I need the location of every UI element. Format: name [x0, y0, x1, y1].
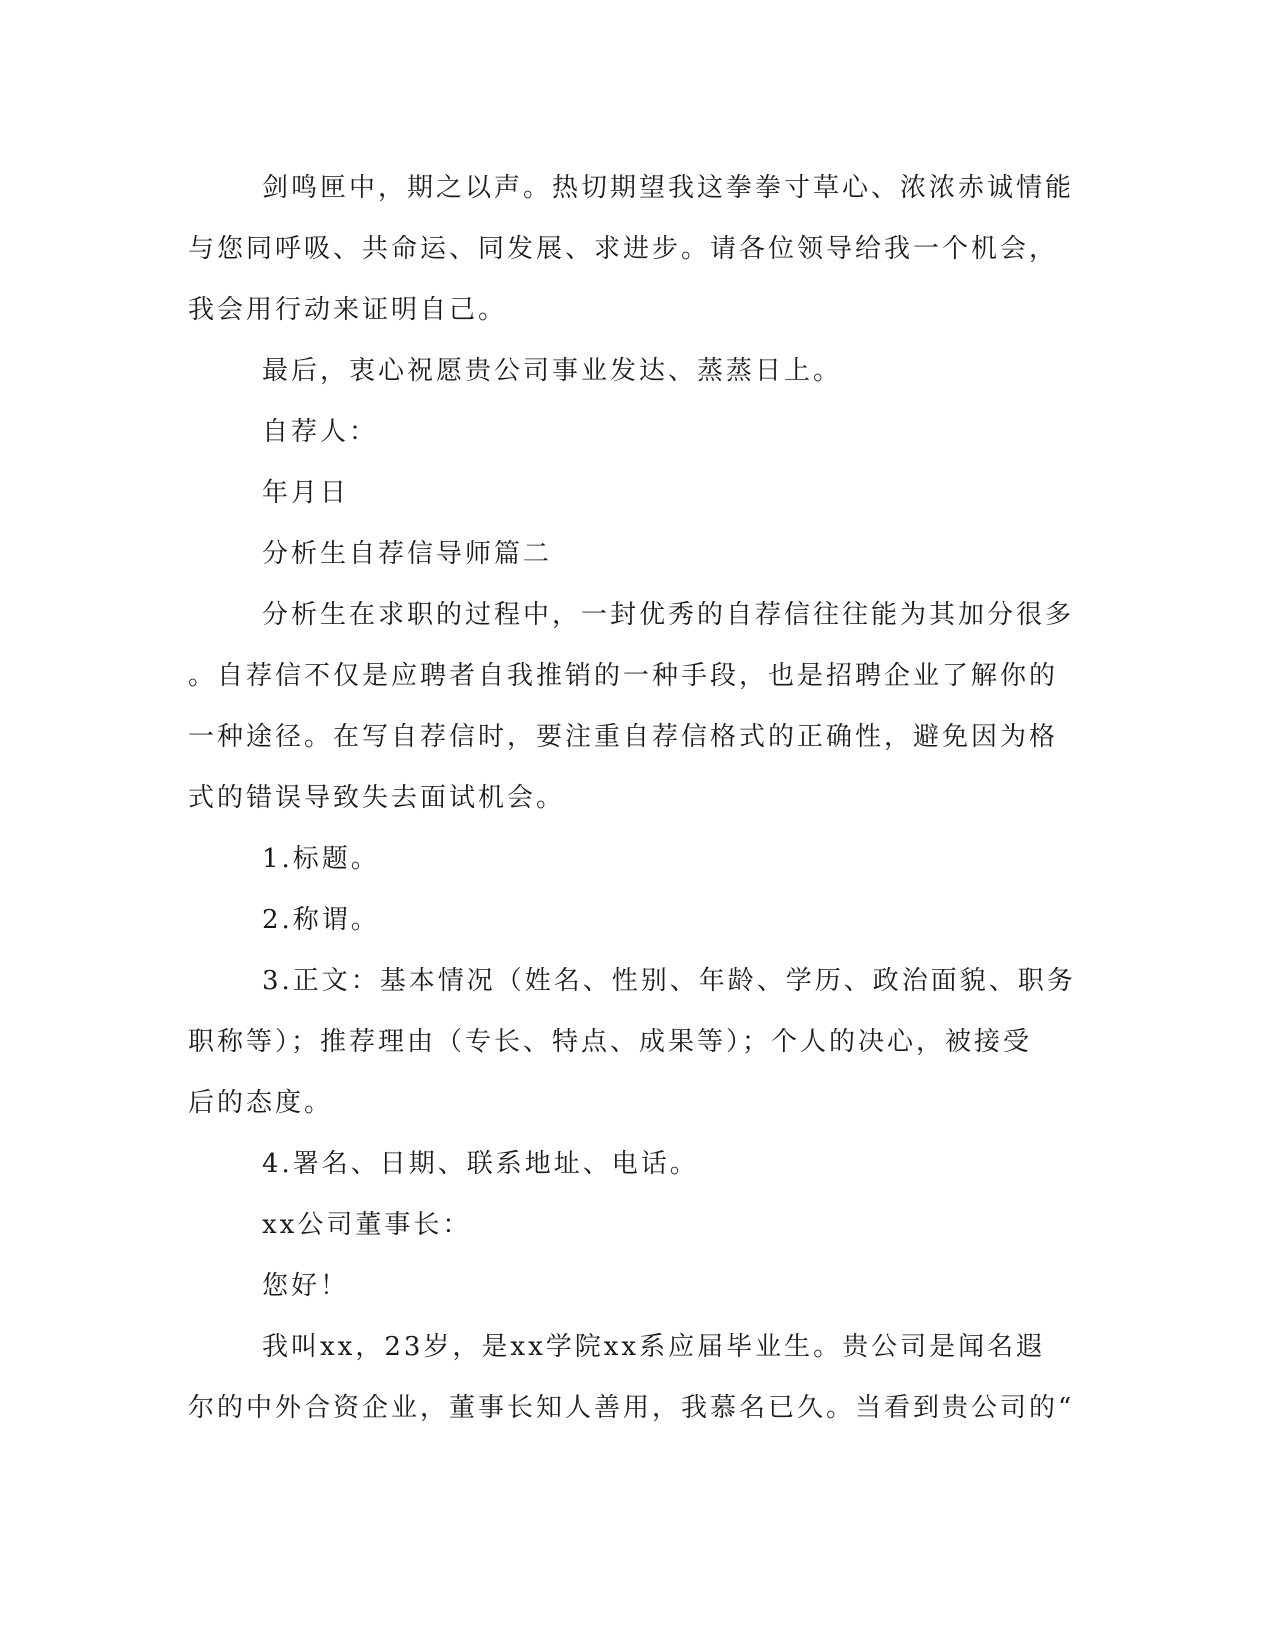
text-line: 式的错误导致失去面试机会。: [188, 783, 566, 813]
text-line: 职称等）；推荐理由（专长、特点、成果等）；个人的决心，被接受: [188, 1027, 1033, 1057]
text-line: 3.正文：基本情况（姓名、性别、年龄、学历、政治面貌、职务: [262, 966, 1076, 996]
list-item: [188, 829, 1074, 890]
paragraph: [188, 585, 1074, 829]
text-line: 尔的中外合资企业，董事长知人善用，我慕名已久。当看到贵公司的“: [188, 1393, 1075, 1423]
text-line: 我叫xx，23岁，是xx学院xx系应届毕业生。贵公司是闻名遐: [262, 1332, 1046, 1362]
text-line: 我会用行动来证明自己。: [188, 295, 508, 325]
paragraph: [188, 158, 1074, 341]
signature-label: [188, 402, 1074, 463]
list-item: [188, 890, 1074, 951]
text-line: 与您同呼吸、共命运、同发展、求进步。请各位领导给我一个机会，: [188, 234, 1059, 264]
text-line: 1.标题。: [262, 844, 380, 874]
paragraph: [188, 341, 1074, 402]
text-line: 4.署名、日期、联系地址、电话。: [262, 1149, 699, 1179]
list-item: [188, 1134, 1074, 1195]
text-line: xx公司董事长：: [262, 1210, 472, 1240]
greeting: [188, 1256, 1074, 1317]
text-line: 分析生在求职的过程中，一封优秀的自荐信往往能为其加分很多: [262, 600, 1075, 630]
text-line: 最后，衷心祝愿贵公司事业发达、蒸蒸日上。: [262, 356, 843, 386]
text-line: 年月日: [262, 478, 350, 508]
list-item: [188, 951, 1074, 1134]
text-line: 您好！: [262, 1271, 350, 1301]
text-line: 一种途径。在写自荐信时，要注重自荐信格式的正确性，避免因为格: [188, 722, 1059, 752]
date-line: [188, 463, 1074, 524]
text-line: 自荐人：: [262, 417, 379, 447]
paragraph: [188, 1317, 1074, 1439]
text-line: 剑鸣匣中，期之以声。热切期望我这拳拳寸草心、浓浓赤诚情能: [262, 173, 1075, 203]
text-line: 分析生自荐信导师篇二: [262, 539, 553, 569]
salutation: [188, 1195, 1074, 1256]
section-heading: [188, 524, 1074, 585]
text-line: 。自荐信不仅是应聘者自我推销的一种手段，也是招聘企业了解你的: [188, 661, 1059, 691]
text-line: 后的态度。: [188, 1088, 334, 1118]
document-body: [188, 158, 1074, 1439]
text-line: 2.称谓。: [262, 905, 380, 935]
